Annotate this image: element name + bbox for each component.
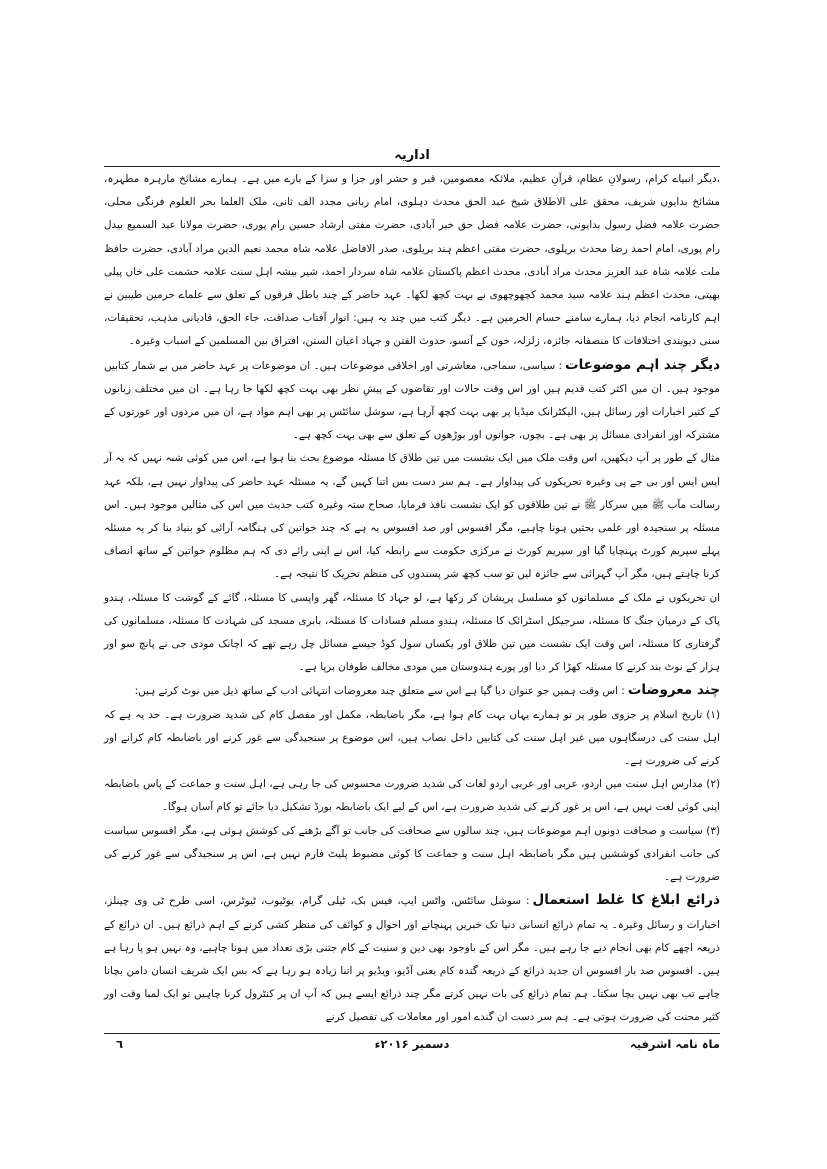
page-number: ٦ [116, 1037, 124, 1051]
page-footer [104, 1037, 720, 1059]
section-heading-submissions: چند معروضات [627, 682, 720, 699]
paragraph-6 [104, 704, 720, 774]
section-heading-topics: دیگر چند اہم موضوعات [565, 356, 721, 373]
paragraph-4 [104, 587, 720, 680]
paragraph-5 [104, 679, 720, 703]
header-divider [104, 166, 720, 167]
paragraph-3-text: مثال کے طور پر آپ دیکھیں، اس وقت ملک میں ایک نشست میں تین طلاق کا مسئلہ موضوع بحث بنا ہوا ہے، اس میں کوئی شبہ نہیں کہ یہ آر ایس ایس اور بی جے پی وغیرہ تحریکوں کی پیداوار ہے۔ ہم سر دست بس اتنا کہیں گے، یہ مسئلہ عہد حاضر کی پیداوار نہیں ہے، بلکہ عہد رسالت مآب ﷺ میں سرکار ﷺ نے تین طلاقوں کو ایک نشست نافذ فرمایا، صحاح ستہ وغیرہ کتب حدیث میں اس کی مثالیں موجود ہیں۔ اس مسئلہ پر سنجیدہ اور علمی بحثیں ہونا چاہیے، مگر افسوس اور صد افسوس یہ ہے کہ چند خواتین کی ہنگامہ آرائی کو بنیاد بنا کر یہ مسئلہ پہلے سپریم کورٹ پہنچایا گیا اور سپریم کورٹ نے مرکزی حکومت سے رابطہ کیا، اس نے اپنی رائے دی کہ ہم مظلوم خواتین کے ساتھ انصاف کرنا چاہتے ہیں، مگر آپ گہرائی سے جائزہ لیں تو سب کچھ شر پسندوں کی منظم تحریک کا نتیجہ ہے۔ [104, 452, 720, 581]
paragraph-8-text: (۳) سیاست و صحافت دونوں اہم موضوعات ہیں، چند سالوں سے صحافت کی جانب تو آگے بڑھنے کی کوشش ہوئی ہے، مگر افسوس سیاست کی جانب انفرادی کوششیں ہیں مگر باضابطہ اہل سنت و جماعت کا کوئی مضبوط پلیٹ فارم نہیں ہے، اس پر سنجیدگی سے غور کرنے کی ضرورت ہے۔ [104, 824, 720, 884]
paragraph-1-text: ،دیگر انبیاے کرام، رسولانِ عظام، قرآنِ عظیم، ملائکہ معصومین، قبر و حشر اور جزا و سزا کے بارے میں ہے۔ ہمارے مشائخ مارہرہ مطہرہ، مشائخ بدایوں شریف، محقق علی الاطلاق شیخ عبد الحق محدث دہلوی، امام ربانی مجدد الف ثانی، ملک العلما بحر العلوم فرنگی محلی، حضرت علامہ فضل رسول بدایونی، حضرت علامہ فضل حق خیر آبادی، حضرت مفتی ارشاد حسین رام پوری، حضرت مولانا عبد السمیع بیدل رام پوری، امام احمد رضا محدث بریلوی، حضرت مفتی اعظم ہند بریلوی، صدر الافاضل علامہ شاہ محمد نعیم الدین مراد آبادی، حضرت حافظ ملت علامہ شاہ عبد العزیز محدث مراد آبادی، محدث اعظم پاکستان علامہ شاہ سردار احمد، شیر بیشہ اہل سنت علامہ حشمت علی خاں پیلی بھیتی، محدث اعظم ہند علامہ سید محمد کچھوچھوی نے بہت کچھ لکھا۔ عہد حاضر کے چند باطل فرقوں کے تعلق سے علماے حرمین طیبین نے اہم کارنامہ انجام دیا، ہمارے سامنے حسام الحرمین ہے۔ دیگر کتب میں چند یہ ہیں: انوار آفتاب صداقت، جاء الحق، قادیانی مذہب، تحقیقات، سنی دیوبندی اختلافات کا منصفانہ جائزہ، زلزلہ، خون کے آنسو، حدوث الفتن و جہاد اعیان السنن، افتراق بین المسلمین کے اسباب وغیرہ۔ [104, 173, 720, 348]
paragraph-2 [104, 354, 720, 448]
document-page [104, 148, 720, 1068]
article-body [104, 168, 720, 1030]
paragraph-6-text: (۱) تاریخ اسلام پر جزوی طور پر تو ہمارے یہاں بہت کام ہوا ہے، مگر باضابطہ، مکمل اور مفصل کام کی شدید ضرورت ہے۔ حد یہ ہے کہ اہل سنت کی درسگاہوں میں غیر اہل سنت کی کتابیں داخل نصاب ہیں، اس موضوع پر سنجیدگی سے غور کرنے اور باضابطہ کام کرانے اور کرنے کی ضرورت ہے۔ [104, 708, 720, 768]
magazine-name: ماہ نامہ اشرفیہ [629, 1037, 720, 1051]
paragraph-9-text: : سوشل سائٹس، واٹس ایپ، فیس بک، ٹیلی گرام، یوٹیوب، ٹیوٹرس، اسی طرح ٹی وی چینلز، اخبارات و رسائل وغیرہ۔ یہ تمام ذرائع انسانی دنیا تک خبریں پہنچانے اور احوال و کوائف کی منظر کشی کرنے کے اہم ذرائع ہیں۔ ان ذرائع کے ذریعہ اچھے کام بھی انجام دیے جا رہے ہیں۔ مگر اس کے باوجود بھی دین و سنیت کے کام جتنی بڑی تعداد میں ہونا چاہیے، وہ نہیں ہو پا رہا ہے ہیں۔ افسوس صد بار افسوس ان جدید ذرائع کے ذریعہ گندہ کام یعنی آڈیو، ویڈیو پر اتنا زیادہ ہو رہا ہے کہ بس ایک شریف انسان دامن بچانا چاہے تب بھی نہیں بچا سکتا۔ ہم تمام ذرائع کی بات نہیں کرتے مگر چند ذرائع ایسے ہیں کہ آپ ان پر کنٹرول کرنا چاہیں تو ایک لمبا وقت اور کثیر محنت کی ضرورت ہوتی ہے۔ ہم سر دست ان گندے امور اور معاملات کی تفصیل کرنے [104, 895, 720, 1024]
paragraph-7-text: (۲) مدارس اہل سنت میں اردو، عربی اور عربی اردو لغات کی شدید ضرورت محسوس کی جا رہی ہے، اہل سنت و جماعت کے پاس باضابطہ اپنی کوئی لغت نہیں ہے، اس پر غور کرنے کی شدید ضرورت ہے، اس کے لیے ایک باضابطہ بورڈ تشکیل دیا جائے تو کام آسان ہوگا۔ [104, 778, 720, 814]
paragraph-3 [104, 447, 720, 586]
footer-divider [104, 1033, 720, 1034]
paragraph-4-text: ان تحریکوں نے ملک کے مسلمانوں کو مسلسل پریشان کر رکھا ہے، لو جہاد کا مسئلہ، گھر واپسی کا مسئلہ، گائے کے گوشت کا مسئلہ، ہندو پاک کے درمیان جنگ کا مسئلہ، سرجیکل اسٹرائک کا مسئلہ، ہندو مسلم فسادات کا مسئلہ، بابری مسجد کی شہادت کا مسئلہ، مسلمانوں کی گرفتاری کا مسئلہ، اس وقت ایک نشست میں تین طلاق اور یکساں سول کوڈ جیسے مسائل چل رہے تھے کہ اچانک مودی جی نے پانچ سو اور ہزار کے نوٹ بند کرنے کا مسئلہ کھڑا کر دیا اور پورے ہندوستان میں مودی مخالف طوفان برپا ہے۔ [104, 591, 721, 674]
paragraph-7 [104, 773, 720, 819]
issue-date: دسمبر ۲۰۱۶ء [374, 1037, 450, 1051]
paragraph-9 [104, 889, 720, 1029]
paragraph-2-text: : سیاسی، سماجی، معاشرتی اور اخلاقی موضوعات ہیں۔ ان موضوعات پر عہد حاضر میں بے شمار کتابیں موجود ہیں۔ ان میں اکثر کتب قدیم ہیں اور اس وقت حالات اور تقاضوں کے پیشِ نظر بھی بہت کچھ لکھا جا رہا ہے۔ ان میں مختلف زبانوں کے کثیر اخبارات اور رسائل ہیں، الیکٹرانک میڈیا پر بھی بہت کچھ آرہا ہے، سوشل سائٹس پر بھی اہم مواد ہے، ان میں مردوں اور عورتوں کے مشترکہ اور انفرادی مسائل پر بھی ہے۔ بچوں، جوانوں اور بوڑھوں کے تعلق سے بھی بہت کچھ ہے۔ [104, 359, 720, 442]
paragraph-5-text: : اس وقت ہمیں جو عنوان دیا گیا ہے اس سے متعلق چند معروضات انتہائی ادب کے ساتھ ذیل میں نوٹ کرتے ہیں: [134, 685, 625, 698]
paragraph-8 [104, 820, 720, 890]
section-heading-media: ذرائع ابلاغ کا غلط استعمال [532, 892, 721, 909]
page-title: اداریہ [394, 148, 430, 163]
paragraph-1 [104, 168, 720, 354]
